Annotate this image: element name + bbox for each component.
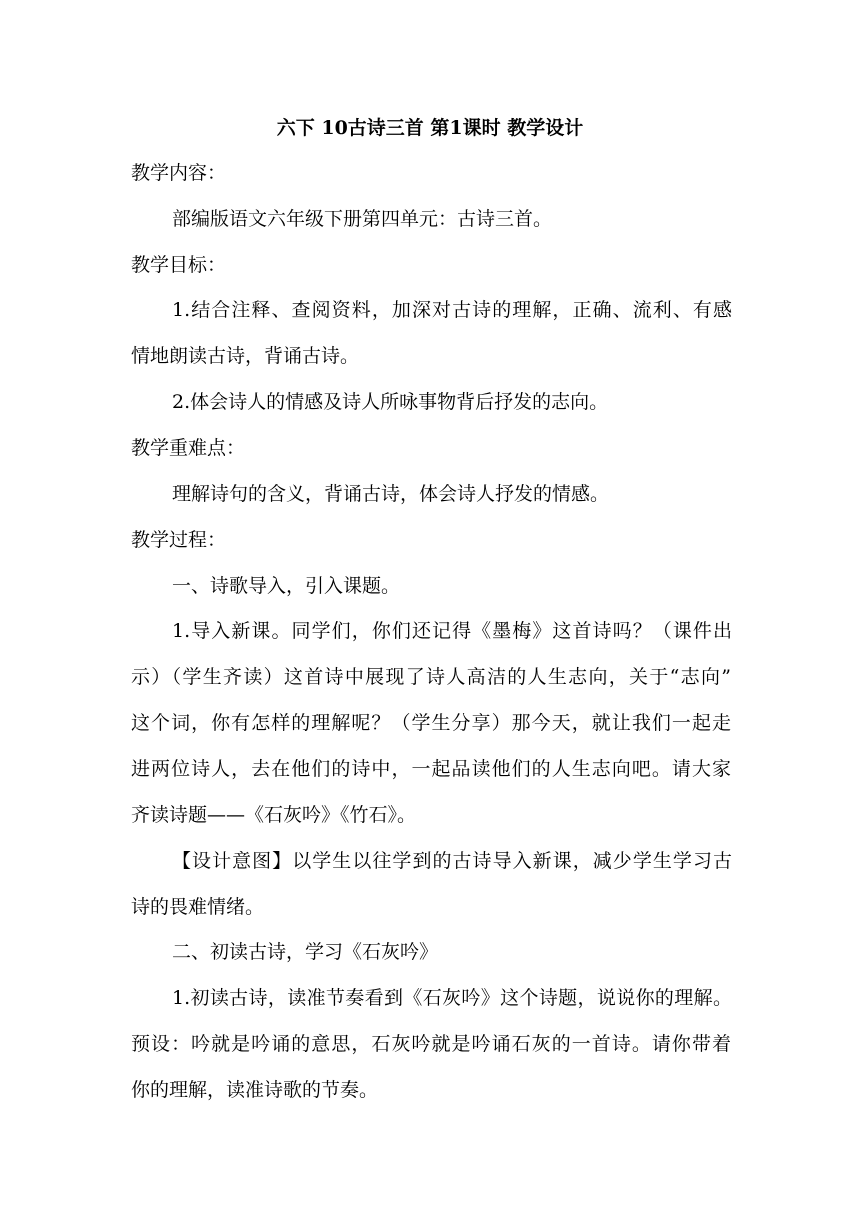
paragraph-line: 预设：吟就是吟诵的意思，石灰吟就是吟诵石灰的一首诗。请你带着 [131, 1033, 731, 1055]
paragraph-line: 你的理解，读准诗歌的节奏。 [131, 1079, 379, 1101]
paragraph-line: 齐读诗题——《石灰吟》《竹石》。 [131, 804, 417, 826]
section-heading-objectives: 教学目标： [131, 254, 227, 276]
paragraph-line: 部编版语文六年级下册第四单元：古诗三首。 [172, 208, 553, 230]
subsection-heading: 一、诗歌导入，引入课题。 [172, 575, 401, 597]
paragraph-line: 2.体会诗人的情感及诗人所咏事物背后抒发的志向。 [172, 391, 609, 413]
paragraph-line: 情地朗读古诗，背诵古诗。 [131, 345, 360, 367]
subsection-heading: 二、初读古诗，学习《石灰吟》 [172, 941, 439, 963]
design-intent-line: 【设计意图】以学生以往学到的古诗导入新课，减少学生学习古 [172, 850, 732, 872]
document-title: 六下 10古诗三首 第1课时 教学设计 [276, 117, 584, 139]
section-heading-process: 教学过程： [131, 529, 227, 551]
paragraph-line: 1.结合注释、查阅资料，加深对古诗的理解，正确、流利、有感 [172, 299, 732, 321]
paragraph-line: 示）（学生齐读）这首诗中展现了诗人高洁的人生志向，关于“志向” [131, 666, 731, 688]
paragraph-line: 诗的畏难情绪。 [131, 896, 265, 918]
section-heading-key-points: 教学重难点： [131, 437, 246, 459]
paragraph-line: 理解诗句的含义，背诵古诗，体会诗人抒发的情感。 [172, 483, 610, 505]
paragraph-line: 这个词，你有怎样的理解呢？（学生分享）那今天，就让我们一起走 [131, 712, 731, 734]
paragraph-line: 1.初读古诗，读准节奏看到《石灰吟》这个诗题，说说你的理解。 [172, 987, 732, 1009]
paragraph-line: 进两位诗人，去在他们的诗中，一起品读他们的人生志向吧。请大家 [131, 758, 731, 780]
paragraph-line: 1.导入新课。同学们，你们还记得《墨梅》这首诗吗？（课件出 [172, 620, 732, 642]
section-heading-content: 教学内容： [131, 162, 227, 184]
